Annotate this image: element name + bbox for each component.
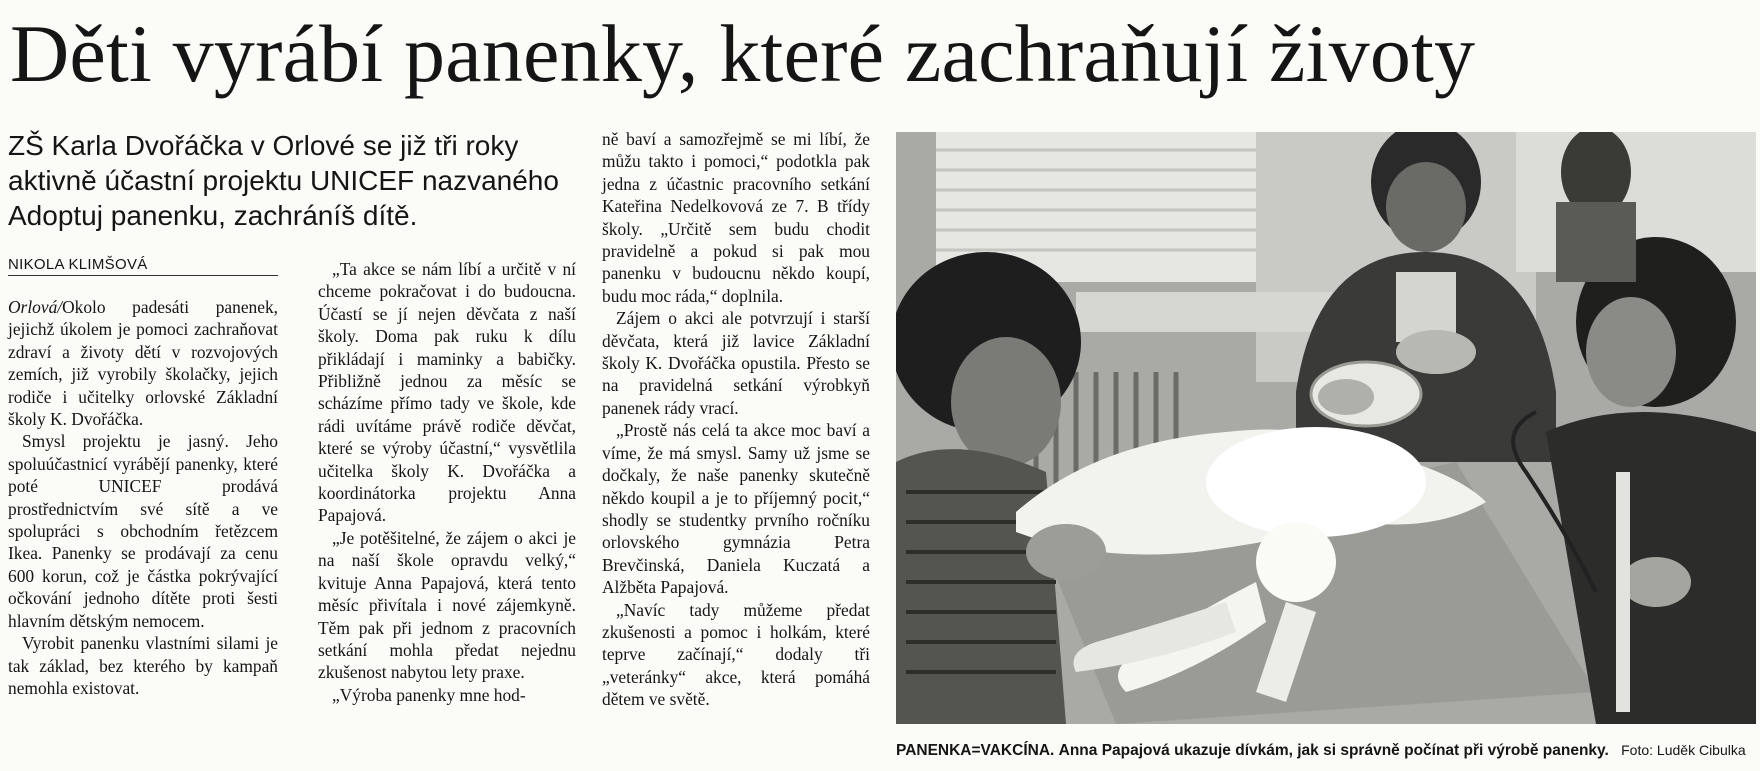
paragraph: „Ta akce se nám líbí a určitě v ní chceme pokračovat i do budoucna. Účastí se jí nejen děvčata z naší školy. Doma pak ruku k dílu přikládají i maminky a babičky. Přibližně jednou za měsíc se scházíme přímo tady ve škole, kde rádi uvítáme právě rodiče děvčat, které se výroby účastní,“ vysvětlila učitelka školy K. Dvořáčka a koordinátorka projektu Anna Papajová. [318, 259, 576, 526]
caption-title: PANENKA=VAKCÍNA. [896, 742, 1055, 759]
paragraph [8, 296, 278, 430]
lead-paragraph: ZŠ Karla Dvořáčka v Orlové se již tři roky aktivně účastní projektu UNICEF nazvaného Adoptuj panenku, zachráníš dítě. [8, 130, 559, 231]
photo-illustration [896, 132, 1756, 724]
article-photo [896, 132, 1756, 724]
paragraph: Smysl projektu je jasný. Jeho spoluúčastnicí vyrábějí panenky, které poté UNICEF prodává prostřednictvím své sítě a ve spolupráci s obchodním řetězcem Ikea. Panenky se prodávají za cenu 600 korun, což je částka pokrývající očkování jednoho dítěte proti šesti hlavním dětským nemocem. [8, 431, 278, 631]
column-2 [318, 258, 576, 706]
paragraph: ně baví a samozřejmě se mi líbí, že můžu takto i pomoci,“ podotkla pak jedna z účastnic pracovního setkání Kateřina Nedelkovová ze 7. B třídy školy. „Určitě sem budu chodit pravidelně a pokud si pak mou panenku v budoucnu někdo koupí, budu moc ráda,“ doplnila. [602, 129, 870, 306]
paragraph: „Navíc tady můžeme předat zkušenosti a pomoc i holkám, které teprve začínají,“ dodaly tři „veteránky“ akce, která pomáhá dětem ve světě. [602, 599, 870, 710]
photo-caption [896, 742, 1756, 760]
dateline: Orlová/ [8, 297, 63, 317]
caption-text: Anna Papajová ukazuje dívkám, jak si správně počínat při výrobě panenky. [1058, 742, 1609, 759]
headline: Děti vyrábí panenky, které zachraňují životy [10, 8, 1476, 99]
column-3 [602, 128, 870, 711]
paragraph: „Prostě nás celá ta akce moc baví a víme, že má smysl. Samy už jsme se dočkaly, že naše panenky skutečně někdo koupil a je to příjemný pocit,“ shodly se studentky prvního ročníku orlovského gymnázia Petra Brevčinská, Daniela Kuczatá a Alžběta Papajová. [602, 420, 870, 598]
byline: NIKOLA KLIMŠOVÁ [8, 256, 278, 276]
paragraph: Zájem o akci ale potvrzují i starší děvčata, která již lavice Základní školy K. Dvořáčka opustila. Přesto se na pravidelná setkání výrobkyň panenek rády vrací. [602, 308, 870, 418]
paragraph: „Je potěšitelné, že zájem o akci je na naší škole opravdu velký,“ kvituje Anna Papajová, která tento měsíc přivítala i nové zájemkyně. Těm pak při jednom z pracovních setkání mohla předat nejednu zkušenost nabytou lety praxe. [318, 527, 576, 683]
paragraph-text: Okolo padesáti panenek, jejichž úkolem je pomoci zachraňovat zdraví a životy dětí v rozvojových zemích, již vyrobily školačky, jejich rodiče i učitelky orlovské Základní školy K. Dvořáčka. [8, 297, 278, 430]
column-1 [8, 296, 278, 699]
paragraph: Vyrobit panenku vlastními silami je tak základ, bez kterého by kampaň nemohla existovat. [8, 633, 278, 698]
photo-credit: Foto: Luděk Cibulka [1621, 742, 1746, 758]
paragraph: „Výroba panenky mne hod- [332, 684, 526, 705]
